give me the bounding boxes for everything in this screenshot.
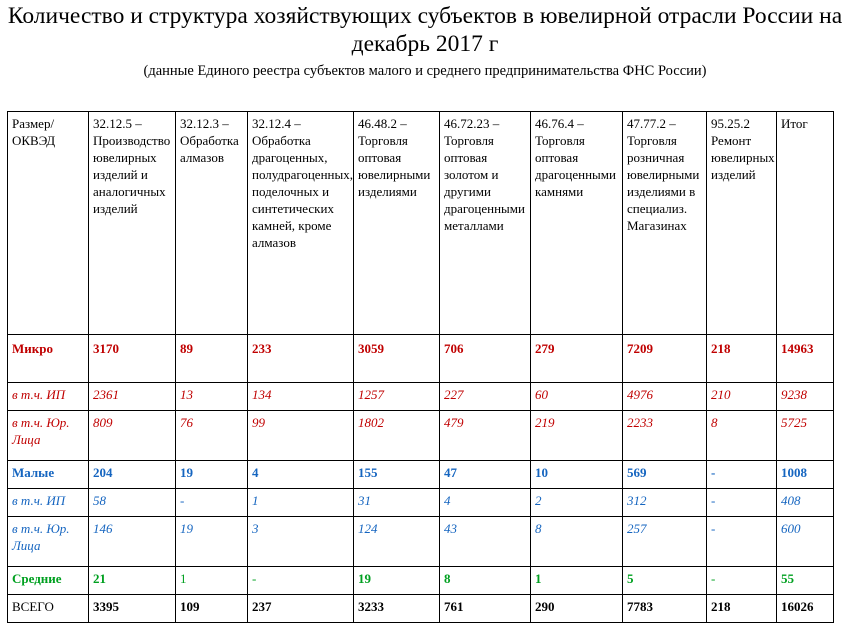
column-header: 46.72.23 – Торговля оптовая золотом и другими драгоценными металлами (440, 112, 531, 335)
table-cell: 290 (531, 595, 623, 623)
table-cell: 31 (354, 489, 440, 517)
table-cell: 76 (176, 411, 248, 461)
table-cell: 60 (531, 383, 623, 411)
table-cell: 5725 (777, 411, 834, 461)
row-label: в т.ч. ИП (8, 489, 89, 517)
table-row-medium (8, 567, 834, 595)
table-cell: 257 (623, 517, 707, 567)
table-row-small (8, 461, 834, 489)
table-cell: - (707, 461, 777, 489)
table-cell: 47 (440, 461, 531, 489)
page-subtitle: (данные Единого реестра субъектов малого и среднего предпринимательства ФНС России) (143, 63, 707, 79)
row-label: в т.ч. ИП (8, 383, 89, 411)
table-cell: 479 (440, 411, 531, 461)
table-cell: 58 (89, 489, 176, 517)
column-header: 46.76.4 – Торговля оптовая драгоценными камнями (531, 112, 623, 335)
table-cell: 569 (623, 461, 707, 489)
table-cell: 204 (89, 461, 176, 489)
table-cell: - (707, 517, 777, 567)
table-cell: 55 (777, 567, 834, 595)
table-cell: 9238 (777, 383, 834, 411)
table-cell: 237 (248, 595, 354, 623)
table-cell: 155 (354, 461, 440, 489)
table-cell: 146 (89, 517, 176, 567)
table-cell: 1257 (354, 383, 440, 411)
table-cell: - (248, 567, 354, 595)
table-cell: 2233 (623, 411, 707, 461)
table-cell: 19 (176, 517, 248, 567)
table-cell: 134 (248, 383, 354, 411)
table-cell: 8 (707, 411, 777, 461)
table-cell: 408 (777, 489, 834, 517)
table-cell: 2361 (89, 383, 176, 411)
column-header: Размер/ ОКВЭД (8, 112, 89, 335)
table-cell: 706 (440, 335, 531, 383)
table-cell: 233 (248, 335, 354, 383)
table-cell: - (176, 489, 248, 517)
table-cell: - (707, 489, 777, 517)
table-cell: 109 (176, 595, 248, 623)
page-title: Количество и структура хозяйствующих субъектов в ювелирной отрасли России на декабрь 2017 г (7, 3, 843, 57)
table-cell: 1802 (354, 411, 440, 461)
column-header: 32.12.5 – Производство ювелирных изделий и аналогичных изделий (89, 112, 176, 335)
column-header: 32.12.3 – Обработка алмазов (176, 112, 248, 335)
table-cell: 219 (531, 411, 623, 461)
table-cell: 3170 (89, 335, 176, 383)
table-cell: 279 (531, 335, 623, 383)
column-header: 95.25.2 Ремонт ювелирных изделий (707, 112, 777, 335)
table-cell: 210 (707, 383, 777, 411)
table-cell: 43 (440, 517, 531, 567)
table-row-micro-ip (8, 383, 834, 411)
table-cell: 16026 (777, 595, 834, 623)
table-cell: 19 (354, 567, 440, 595)
table-cell: 21 (89, 567, 176, 595)
table-header-row (8, 112, 834, 335)
table-cell: 7783 (623, 595, 707, 623)
table-cell: 89 (176, 335, 248, 383)
table-row-total (8, 595, 834, 623)
column-header: 47.77.2 – Торговля розничная ювелирными изделиями в специализ. Магазинах (623, 112, 707, 335)
row-label: Малые (8, 461, 89, 489)
row-label: Средние (8, 567, 89, 595)
table-row-small-legal (8, 517, 834, 567)
row-label: в т.ч. Юр. Лица (8, 517, 89, 567)
table-row-small-ip (8, 489, 834, 517)
table-cell: 1 (531, 567, 623, 595)
table-cell: 218 (707, 335, 777, 383)
column-header: 46.48.2 – Торговля оптовая ювелирными изделиями (354, 112, 440, 335)
table-cell: 2 (531, 489, 623, 517)
table-cell: 4976 (623, 383, 707, 411)
table-cell: 4 (248, 461, 354, 489)
table-cell: 8 (531, 517, 623, 567)
table-cell: 5 (623, 567, 707, 595)
table-cell: 99 (248, 411, 354, 461)
table-cell: 124 (354, 517, 440, 567)
table-cell: 3233 (354, 595, 440, 623)
table-cell: 13 (176, 383, 248, 411)
row-label: Микро (8, 335, 89, 383)
table-cell: 1 (248, 489, 354, 517)
table-cell: 1 (176, 567, 248, 595)
table-cell: 312 (623, 489, 707, 517)
enterprise-structure-table (7, 111, 834, 623)
table-cell: 3 (248, 517, 354, 567)
table-cell: 227 (440, 383, 531, 411)
table-cell: 809 (89, 411, 176, 461)
table-cell: 761 (440, 595, 531, 623)
table-cell: 1008 (777, 461, 834, 489)
table-cell: 19 (176, 461, 248, 489)
row-label: в т.ч. Юр. Лица (8, 411, 89, 461)
column-header: Итог (777, 112, 834, 335)
column-header: 32.12.4 – Обработка драгоценных, полудрагоценных, поделочных и синтетических камней, кроме алмазов (248, 112, 354, 335)
table-row-micro-legal (8, 411, 834, 461)
table-cell: 3059 (354, 335, 440, 383)
table-cell: 218 (707, 595, 777, 623)
table-cell: 14963 (777, 335, 834, 383)
table-cell: 10 (531, 461, 623, 489)
table-cell: 600 (777, 517, 834, 567)
table-row-micro (8, 335, 834, 383)
row-label: ВСЕГО (8, 595, 89, 623)
table-cell: 3395 (89, 595, 176, 623)
table-cell: 7209 (623, 335, 707, 383)
table-cell: - (707, 567, 777, 595)
table-cell: 8 (440, 567, 531, 595)
table-cell: 4 (440, 489, 531, 517)
